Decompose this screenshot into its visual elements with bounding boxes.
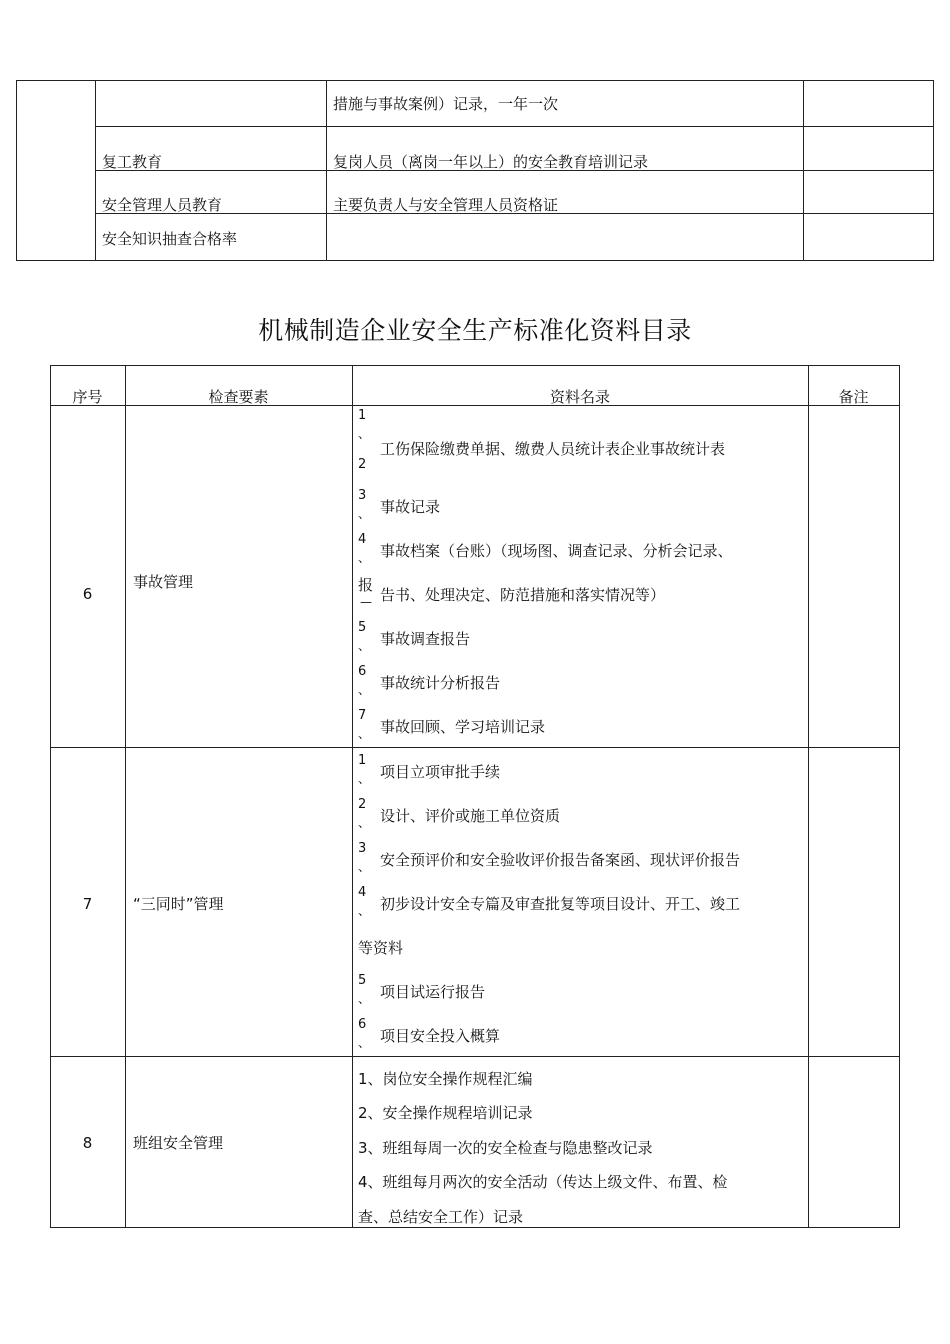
top-table-rule [95,80,96,260]
main-table-row-rule [50,747,900,748]
top-table-cell: 复岗人员（离岗一年以上）的安全教育培训记录 [333,153,649,171]
doc-item: 查、总结安全工作）记录 [358,1208,524,1226]
item-number: 6 [358,1017,367,1032]
item-number: 1 [358,408,367,423]
item-number: 3 [358,488,367,503]
main-table-row-rule [50,1056,900,1057]
row-seq: 7 [82,895,93,913]
top-table-cell: 主要负责人与安全管理人员资格证 [333,196,559,214]
row-element: 班组安全管理 [133,1134,224,1152]
enum-mark: 、 [358,772,371,786]
top-table-border-bottom [16,260,934,261]
item-number: 4 [358,532,367,547]
doc-item: 告书、处理决定、防范措施和落实情况等） [380,586,666,604]
doc-item: 初步设计安全专篇及审查批复等项目设计、开工、竣工 [380,895,741,913]
top-table-rule [803,80,804,260]
doc-item: 设计、评价或施工单位资质 [380,807,561,825]
doc-item: 等资料 [358,939,404,957]
row-element: 事故管理 [133,573,194,591]
top-table-cell: 安全管理人员教育 [102,196,223,214]
item-number: 4 [358,885,367,900]
top-table-rule [933,80,934,260]
main-table-rule [899,365,900,1227]
enum-mark: 、 [358,507,371,521]
header-docs: 资料名录 [549,388,610,406]
enum-mark: 、 [358,427,371,441]
enum-mark: 、 [358,683,371,697]
top-table-cell: 措施与事故案例）记录，一年一次 [333,95,559,113]
doc-item: 项目安全投入概算 [380,1027,501,1045]
doc-item: 3、班组每周一次的安全检查与隐患整改记录 [358,1139,653,1157]
main-table-rule [50,365,51,1227]
row-element: “三同时”管理 [133,895,224,913]
item-number: 2 [358,457,367,472]
enum-mark: 、 [358,860,371,874]
top-table-cell: 复工教育 [102,153,163,171]
enum-mark: 、 [358,639,371,653]
doc-item: 事故回顾、学习培训记录 [380,718,546,736]
enum-mark: 、 [358,904,371,918]
main-table-rule [808,365,809,1227]
item-number: 3 [358,841,367,856]
item-number: 6 [358,664,367,679]
item-number: 7 [358,708,367,723]
doc-item: 项目试运行报告 [380,983,486,1001]
doc-item: 2、安全操作规程培训记录 [358,1104,533,1122]
item-number: 报 [358,576,374,594]
header-element: 检查要素 [208,388,269,406]
doc-item: 事故统计分析报告 [380,674,501,692]
doc-item: 事故调查报告 [380,630,471,648]
page-title: 机械制造企业安全生产标准化资料目录 [258,316,692,345]
enum-mark: 、 [358,727,371,741]
header-remark: 备注 [838,388,869,406]
doc-item: 4、班组每月两次的安全活动（传达上级文件、布置、检 [358,1173,728,1191]
main-table-rule [352,365,353,1227]
enum-mark: 、 [358,992,371,1006]
top-table-cell: 安全知识抽查合格率 [102,230,238,248]
doc-item: 项目立项审批手续 [380,763,501,781]
top-table-border-top [16,80,934,81]
top-table-rule [95,126,934,127]
doc-item: 安全预评价和安全验收评价报告备案函、现状评价报告 [380,851,741,869]
doc-item: 工伤保险缴费单据、缴费人员统计表企业事故统计表 [380,440,726,458]
row-seq: 8 [82,1134,93,1152]
item-number: 1 [358,753,367,768]
top-table-rule [16,80,17,260]
item-number: 5 [358,620,367,635]
header-seq: 序号 [72,388,103,406]
row-seq: 6 [82,585,93,603]
enum-mark: 、 [358,1036,371,1050]
enum-mark: — [360,595,372,609]
main-table-rule [125,365,126,1227]
doc-item: 事故记录 [380,498,441,516]
doc-item: 1、岗位安全操作规程汇编 [358,1070,533,1088]
top-table-rule [326,80,327,260]
doc-item: 事故档案（台账）（现场图、调查记录、分析会记录、 [380,542,733,560]
enum-mark: 、 [358,816,371,830]
enum-mark: 、 [358,551,371,565]
item-number: 2 [358,797,367,812]
main-table-border-top [50,365,900,366]
item-number: 5 [358,973,367,988]
main-table-border-bottom [50,1227,900,1228]
